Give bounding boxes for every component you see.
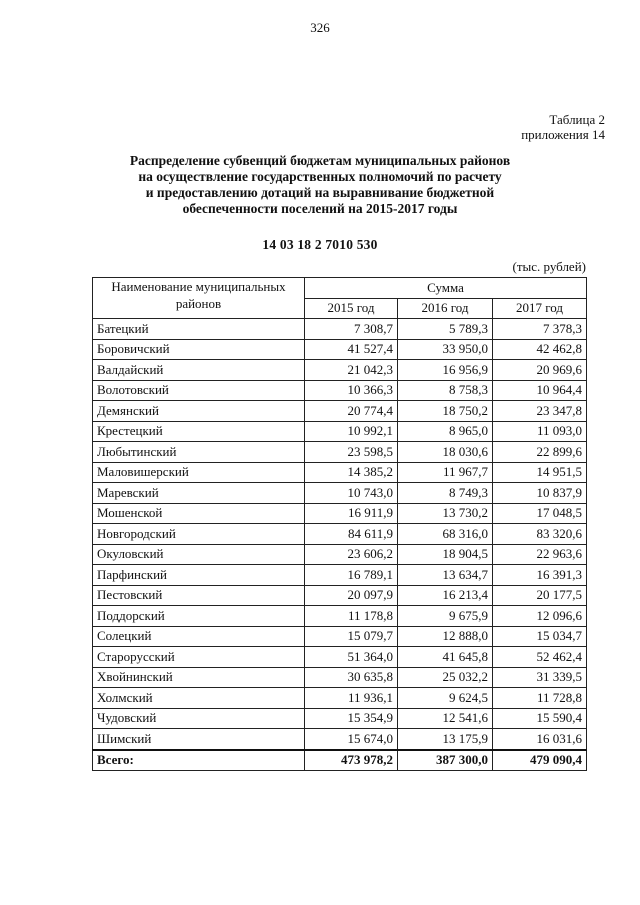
table-row xyxy=(93,606,587,627)
amount-2016: 16 213,4 xyxy=(398,585,493,606)
district-name: Маревский xyxy=(93,483,305,504)
title-line2: на осуществление государственных полномочий по расчету xyxy=(138,169,502,184)
table-row xyxy=(93,483,587,504)
table-row xyxy=(93,339,587,360)
district-name: Боровичский xyxy=(93,339,305,360)
table-row xyxy=(93,360,587,381)
amount-2015: 15 079,7 xyxy=(305,626,398,647)
district-name: Холмский xyxy=(93,688,305,709)
table-row xyxy=(93,421,587,442)
district-name: Окуловский xyxy=(93,544,305,565)
amount-2015: 15 674,0 xyxy=(305,729,398,750)
amount-2016: 9 624,5 xyxy=(398,688,493,709)
table-row xyxy=(93,380,587,401)
amount-2016: 12 541,6 xyxy=(398,708,493,729)
table-row xyxy=(93,585,587,606)
amount-2015: 11 178,8 xyxy=(305,606,398,627)
table-ref-line2: приложения 14 xyxy=(521,127,605,142)
amount-2017: 7 378,3 xyxy=(493,319,587,340)
table-row xyxy=(93,319,587,340)
amount-2016: 12 888,0 xyxy=(398,626,493,647)
amount-2015: 41 527,4 xyxy=(305,339,398,360)
amount-2015: 20 097,9 xyxy=(305,585,398,606)
units-label: (тыс. рублей) xyxy=(512,259,586,274)
sum-header: Сумма xyxy=(305,278,587,299)
amount-2016: 68 316,0 xyxy=(398,524,493,545)
amount-2017: 15 034,7 xyxy=(493,626,587,647)
amount-2016: 41 645,8 xyxy=(398,647,493,668)
total-2015: 473 978,2 xyxy=(305,750,398,771)
document-title xyxy=(95,153,545,217)
amount-2016: 25 032,2 xyxy=(398,667,493,688)
amount-2016: 13 730,2 xyxy=(398,503,493,524)
total-label: Всего: xyxy=(93,750,305,771)
amount-2017: 52 462,4 xyxy=(493,647,587,668)
amount-2016: 8 965,0 xyxy=(398,421,493,442)
amount-2016: 16 956,9 xyxy=(398,360,493,381)
total-2016: 387 300,0 xyxy=(398,750,493,771)
year-header-2016: 2016 год xyxy=(398,298,493,319)
amount-2016: 8 758,3 xyxy=(398,380,493,401)
amount-2017: 17 048,5 xyxy=(493,503,587,524)
amount-2017: 12 096,6 xyxy=(493,606,587,627)
district-name-header: Наименование муниципальных районов xyxy=(93,278,305,319)
amount-2017: 10 964,4 xyxy=(493,380,587,401)
table-row xyxy=(93,565,587,586)
amount-2017: 31 339,5 xyxy=(493,667,587,688)
amount-2015: 16 911,9 xyxy=(305,503,398,524)
table-row xyxy=(93,647,587,668)
amount-2015: 51 364,0 xyxy=(305,647,398,668)
amount-2015: 10 992,1 xyxy=(305,421,398,442)
table-body xyxy=(93,319,587,771)
table-header-row xyxy=(93,278,587,299)
table-row xyxy=(93,544,587,565)
amount-2017: 11 093,0 xyxy=(493,421,587,442)
amount-2017: 20 969,6 xyxy=(493,360,587,381)
amount-2017: 16 391,3 xyxy=(493,565,587,586)
amount-2015: 21 042,3 xyxy=(305,360,398,381)
district-name: Шимский xyxy=(93,729,305,750)
table-row xyxy=(93,626,587,647)
year-header-2017: 2017 год xyxy=(493,298,587,319)
amount-2015: 20 774,4 xyxy=(305,401,398,422)
amount-2015: 11 936,1 xyxy=(305,688,398,709)
title-line3: и предоставлению дотаций на выравнивание бюджетной xyxy=(145,185,495,200)
district-name: Крестецкий xyxy=(93,421,305,442)
table-row xyxy=(93,708,587,729)
table-row xyxy=(93,401,587,422)
amount-2015: 10 743,0 xyxy=(305,483,398,504)
total-2017: 479 090,4 xyxy=(493,750,587,771)
district-name: Хвойнинский xyxy=(93,667,305,688)
amount-2015: 15 354,9 xyxy=(305,708,398,729)
amount-2015: 30 635,8 xyxy=(305,667,398,688)
district-name: Мошенской xyxy=(93,503,305,524)
amount-2016: 5 789,3 xyxy=(398,319,493,340)
page-number: 326 xyxy=(310,20,330,35)
district-name: Маловишерский xyxy=(93,462,305,483)
title-line1: Распределение субвенций бюджетам муниципальных районов xyxy=(129,153,511,168)
budget-classification-code: 14 03 18 2 7010 530 xyxy=(262,237,378,252)
amount-2016: 9 675,9 xyxy=(398,606,493,627)
district-name: Чудовский xyxy=(93,708,305,729)
amount-2017: 14 951,5 xyxy=(493,462,587,483)
amount-2017: 15 590,4 xyxy=(493,708,587,729)
amount-2015: 23 598,5 xyxy=(305,442,398,463)
table-row xyxy=(93,462,587,483)
total-row xyxy=(93,750,587,771)
amount-2017: 22 963,6 xyxy=(493,544,587,565)
amount-2017: 16 031,6 xyxy=(493,729,587,750)
table-row xyxy=(93,503,587,524)
district-name: Солецкий xyxy=(93,626,305,647)
subsidies-table xyxy=(92,277,587,771)
district-name: Парфинский xyxy=(93,565,305,586)
table-row xyxy=(93,688,587,709)
amount-2015: 10 366,3 xyxy=(305,380,398,401)
amount-2016: 11 967,7 xyxy=(398,462,493,483)
district-name: Волотовский xyxy=(93,380,305,401)
district-name: Батецкий xyxy=(93,319,305,340)
amount-2016: 18 030,6 xyxy=(398,442,493,463)
district-name: Любытинский xyxy=(93,442,305,463)
amount-2016: 8 749,3 xyxy=(398,483,493,504)
amount-2017: 42 462,8 xyxy=(493,339,587,360)
amount-2016: 13 634,7 xyxy=(398,565,493,586)
amount-2016: 33 950,0 xyxy=(398,339,493,360)
amount-2015: 14 385,2 xyxy=(305,462,398,483)
amount-2016: 18 904,5 xyxy=(398,544,493,565)
amount-2017: 20 177,5 xyxy=(493,585,587,606)
amount-2017: 10 837,9 xyxy=(493,483,587,504)
amount-2016: 13 175,9 xyxy=(398,729,493,750)
table-row xyxy=(93,667,587,688)
amount-2017: 22 899,6 xyxy=(493,442,587,463)
table-row xyxy=(93,524,587,545)
amount-2015: 23 606,2 xyxy=(305,544,398,565)
district-name: Валдайский xyxy=(93,360,305,381)
table-ref-line1: Таблица 2 xyxy=(549,112,605,127)
amount-2015: 7 308,7 xyxy=(305,319,398,340)
amount-2017: 23 347,8 xyxy=(493,401,587,422)
amount-2016: 18 750,2 xyxy=(398,401,493,422)
table-reference xyxy=(521,112,605,142)
district-name: Демянский xyxy=(93,401,305,422)
amount-2017: 83 320,6 xyxy=(493,524,587,545)
table-row xyxy=(93,442,587,463)
district-name: Пестовский xyxy=(93,585,305,606)
year-header-2015: 2015 год xyxy=(305,298,398,319)
amount-2017: 11 728,8 xyxy=(493,688,587,709)
district-name: Старорусский xyxy=(93,647,305,668)
district-name: Новгородский xyxy=(93,524,305,545)
title-line4: обеспеченности поселений на 2015-2017 годы xyxy=(182,201,458,216)
amount-2015: 16 789,1 xyxy=(305,565,398,586)
table-row xyxy=(93,729,587,750)
district-name: Поддорский xyxy=(93,606,305,627)
amount-2015: 84 611,9 xyxy=(305,524,398,545)
